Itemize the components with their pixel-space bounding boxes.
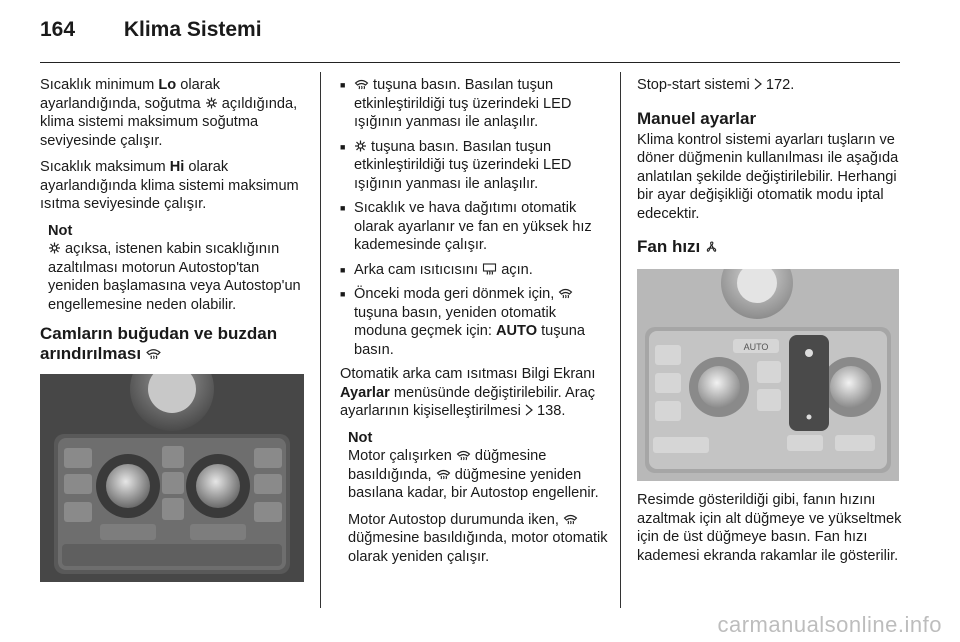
windshield-defrost-icon bbox=[146, 347, 161, 360]
rear-window-heater-icon bbox=[482, 263, 497, 275]
header-rule bbox=[40, 62, 900, 63]
fan-icon bbox=[705, 241, 718, 253]
column-3 bbox=[637, 76, 905, 573]
list-item: ■ tuşuna basın. Basılan tuşun etkinleştirildiği tuş üzerindeki LED ışığının yanması ile anlaşılır. bbox=[340, 76, 608, 132]
note-title: Not bbox=[48, 222, 73, 239]
note-text: Motor çalışırken düğmesine basıldığında, düğmesine yeniden basılana kadar, bir Autostop engellenir. bbox=[348, 448, 599, 501]
list-item: ■ Arka cam ısıtıcısını açın. bbox=[340, 261, 608, 280]
windshield-defrost-icon bbox=[436, 468, 451, 480]
note-title: Not bbox=[348, 429, 373, 446]
note-text: Motor Autostop durumunda iken, düğmesine basıldığında, motor otomatik olarak yeniden çalışır. bbox=[348, 511, 608, 565]
section-heading-manual: Manuel ayarlar bbox=[637, 108, 757, 128]
ac-snowflake-icon bbox=[354, 140, 367, 152]
auto-label: AUTO bbox=[495, 323, 538, 339]
column-divider-1 bbox=[320, 72, 321, 608]
page-title: Klima Sistemi bbox=[123, 18, 262, 41]
climate-panel-photo-fan bbox=[637, 269, 899, 481]
note-block bbox=[348, 429, 608, 567]
watermark: carmanualsonline.info bbox=[717, 612, 942, 637]
page-number: 164 bbox=[40, 18, 76, 41]
section-heading-fan-speed: Fan hızı bbox=[637, 237, 905, 257]
paragraph-manual: Klima kontrol sistemi ayarları tuşların ve döner düğmenin kullanılması ile aşağıda anlatılan şekilde değiştirilebilir. Herhangi bir ayar değişikliği otomatik modu iptal edecektir. bbox=[637, 131, 899, 222]
climate-panel-photo-defrost bbox=[40, 374, 304, 582]
list-item: ■ Önceki moda geri dönmek için, tuşuna basın, yeniden otomatik moduna geçmek için: AUTO tuşuna basın. bbox=[340, 285, 608, 359]
paragraph-fan: Resimde gösterildiği gibi, fanın hızını azaltmak için alt düğmeye ve yükseltmek için de üst düğmeye basın. Fan hızı kademesi ekranda rakamlar ile gösterilir. bbox=[637, 492, 902, 564]
ac-snowflake-icon bbox=[205, 97, 218, 109]
windshield-defrost-icon bbox=[354, 78, 369, 90]
column-divider-2 bbox=[620, 72, 621, 608]
auto-button-label: AUTO bbox=[743, 342, 769, 352]
page-reference-link[interactable]: 172. bbox=[765, 77, 795, 93]
paragraph-stop-start: Stop-start sistemi 172. bbox=[637, 77, 795, 93]
hi-label: Hi bbox=[169, 159, 185, 175]
lo-label: Lo bbox=[158, 77, 177, 93]
windshield-defrost-icon bbox=[563, 513, 578, 525]
note-text: açıksa, istenen kabin sıcaklığının azaltılması motorun Autostop'tan yeniden başlamasına veya Autostop'un engellemesine neden olabilir. bbox=[48, 241, 301, 313]
climate-panel-illustration bbox=[637, 269, 899, 481]
windshield-defrost-icon bbox=[558, 287, 573, 299]
page-header bbox=[40, 18, 262, 42]
page-reference-arrow-icon bbox=[754, 78, 762, 90]
paragraph-rear-heating: Otomatik arka cam ısıtması Bilgi Ekranı Ayarlar menüsünde değiştirilebilir. Araç ayarlarının kişiselleştirilmesi 138. bbox=[340, 366, 596, 419]
paragraph-hi: Sıcaklık maksimum Hi olarak ayarlandığında klima sistemi maksimum ısıtma seviyesinde çalışır. bbox=[40, 159, 299, 212]
list-item: ■ tuşuna basın. Basılan tuşun etkinleştirildiği tuş üzerindeki LED ışığının yanması ile anlaşılır. bbox=[340, 138, 608, 194]
page-reference-arrow-icon bbox=[525, 404, 533, 416]
defrost-steps-list bbox=[340, 76, 608, 359]
column-1 bbox=[40, 76, 308, 582]
paragraph-lo: Sıcaklık minimum Lo olarak ayarlandığında, soğutma açıldığında, klima sistemi maksimum soğutma seviyesinde çalışır. bbox=[40, 77, 298, 149]
page-reference-link[interactable]: 138. bbox=[536, 403, 566, 419]
list-item: ■ Sıcaklık ve hava dağıtımı otomatik olarak ayarlanır ve fan en yüksek hız kademesinde çalışır. bbox=[340, 199, 608, 255]
column-2 bbox=[340, 76, 608, 574]
windshield-defrost-icon bbox=[456, 449, 471, 461]
climate-panel-illustration bbox=[40, 374, 304, 582]
section-heading-defrost: Camların buğudan ve buzdan arındırılması bbox=[40, 324, 278, 363]
note-block bbox=[48, 222, 308, 315]
settings-label: Ayarlar bbox=[340, 384, 390, 401]
ac-snowflake-icon bbox=[48, 242, 61, 254]
